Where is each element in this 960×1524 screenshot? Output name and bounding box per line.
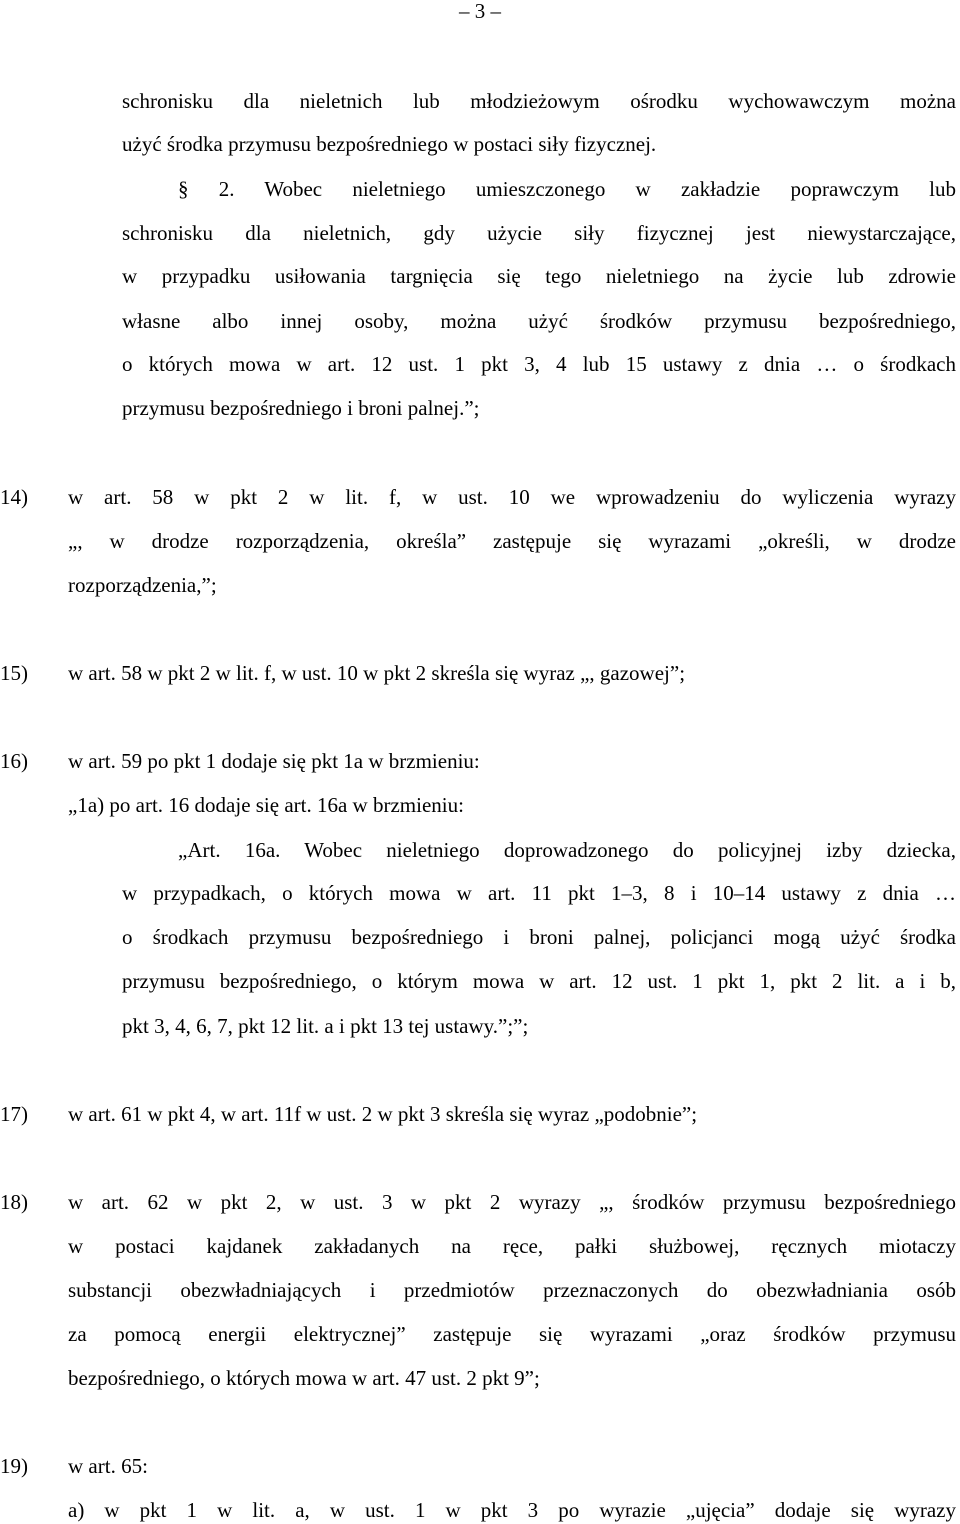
- text-line: pkt 3, 4, 6, 7, pkt 12 lit. a i pkt 13 tej ustawy.”;”;: [122, 1014, 529, 1038]
- text-line: o których mowa w art. 12 ust. 1 pkt 3, 4 lub 15 ustawy z dnia … o środkach: [122, 352, 956, 376]
- text-line: rozporządzenia,”;: [68, 573, 217, 597]
- text-line: „1a) po art. 16 dodaje się art. 16a w brzmieniu:: [68, 793, 464, 817]
- item-number: 14): [0, 485, 28, 509]
- page-number: – 3 –: [459, 0, 501, 23]
- text-line: przymusu bezpośredniego, o którym mowa w art. 12 ust. 1 pkt 1, pkt 2 lit. a i b,: [122, 969, 956, 993]
- text-line: § 2. Wobec nieletniego umieszczonego w zakładzie poprawczym lub: [178, 177, 956, 201]
- text-line: schronisku dla nieletnich, gdy użycie siły fizycznej jest niewystarczające,: [122, 221, 956, 245]
- text-line: o środkach przymusu bezpośredniego i broni palnej, policjanci mogą użyć środka: [122, 925, 956, 949]
- item-number: 17): [0, 1102, 28, 1126]
- text-line: bezpośredniego, o których mowa w art. 47 ust. 2 pkt 9”;: [68, 1366, 540, 1390]
- text-line: schronisku dla nieletnich lub młodzieżowym ośrodku wychowawczym można: [122, 89, 956, 113]
- text-line: użyć środka przymusu bezpośredniego w postaci siły fizycznej.: [122, 132, 657, 156]
- text-line: w przypadkach, o których mowa w art. 11 pkt 1–3, 8 i 10–14 ustawy z dnia …: [122, 881, 956, 905]
- text-line: za pomocą energii elektrycznej” zastępuje się wyrazami „oraz środków przymusu: [68, 1322, 956, 1346]
- text-line: w art. 58 w pkt 2 w lit. f, w ust. 10 w pkt 2 skreśla się wyraz „, gazowej”;: [68, 661, 686, 685]
- item-number: 19): [0, 1454, 28, 1478]
- text-line: w przypadku usiłowania targnięcia się tego nieletniego na życie lub zdrowie: [122, 264, 956, 288]
- text-line: „, w drodze rozporządzenia, określa” zastępuje się wyrazami „określi, w drodze: [68, 529, 956, 553]
- text-line: „Art. 16a. Wobec nieletniego doprowadzonego do policyjnej izby dziecka,: [178, 838, 956, 862]
- text-line: w art. 65:: [68, 1454, 148, 1478]
- text-line: a) w pkt 1 w lit. a, w ust. 1 w pkt 3 po wyrazie „ujęcia” dodaje się wyrazy: [68, 1498, 956, 1522]
- text-line: własne albo innej osoby, można użyć środków przymusu bezpośredniego,: [122, 309, 956, 333]
- text-line: w art. 62 w pkt 2, w ust. 3 w pkt 2 wyrazy „, środków przymusu bezpośredniego: [68, 1190, 956, 1214]
- text-line: w postaci kajdanek zakładanych na ręce, pałki służbowej, ręcznych miotaczy: [68, 1234, 956, 1258]
- text-line: w art. 61 w pkt 4, w art. 11f w ust. 2 w pkt 3 skreśla się wyraz „podobnie”;: [68, 1102, 698, 1126]
- item-number: 15): [0, 661, 28, 685]
- item-number: 18): [0, 1190, 28, 1214]
- text-line: przymusu bezpośredniego i broni palnej.”;: [122, 396, 480, 420]
- text-line: w art. 58 w pkt 2 w lit. f, w ust. 10 we wprowadzeniu do wyliczenia wyrazy: [68, 485, 956, 509]
- item-number: 16): [0, 749, 28, 773]
- text-line: w art. 59 po pkt 1 dodaje się pkt 1a w brzmieniu:: [68, 749, 480, 773]
- text-line: substancji obezwładniających i przedmiotów przeznaczonych do obezwładniania osób: [68, 1278, 956, 1302]
